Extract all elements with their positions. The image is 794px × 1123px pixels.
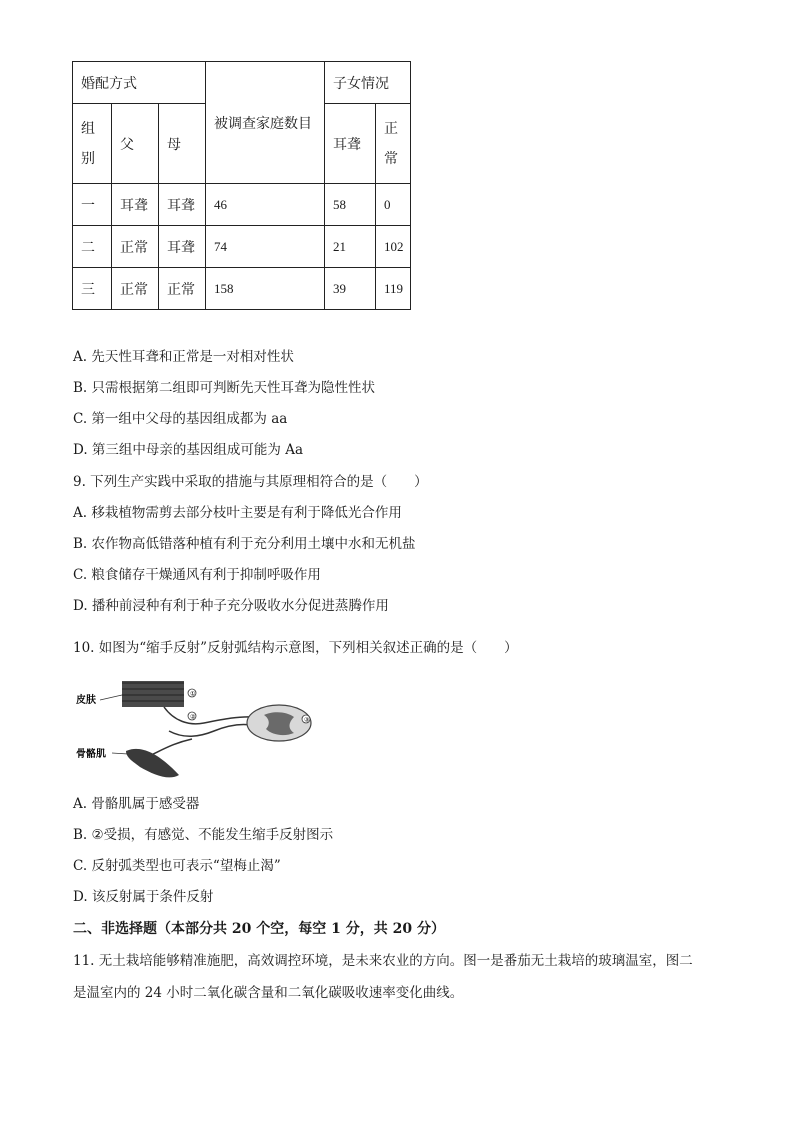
q8-option-c: C. 第一组中父母的基因组成都为 aa xyxy=(73,411,288,427)
survey-table xyxy=(72,61,411,310)
cell-deaf: 21 xyxy=(325,226,376,268)
cell-group: 二 xyxy=(73,226,112,268)
normal-header-char: 常 xyxy=(384,150,398,167)
skin-block xyxy=(122,681,184,707)
cell-mother: 正常 xyxy=(159,268,206,310)
cell-group: 三 xyxy=(73,268,112,310)
q8-option-a: A. 先天性耳聋和正常是一对相对性状 xyxy=(73,349,294,365)
q8-option-b: B. 只需根据第二组即可判断先天性耳聋为隐性性状 xyxy=(73,380,376,396)
q10-stem: 10. 如图为“缩手反射”反射弧结构示意图，下列相关叙述正确的是（ ） xyxy=(73,640,518,656)
cell-group: 一 xyxy=(73,184,112,226)
table-row xyxy=(73,226,411,268)
mother-header: 母 xyxy=(159,104,206,184)
section-2-title: 二、非选择题（本部分共 20 个空，每空 1 分，共 20 分） xyxy=(73,921,445,937)
q9-option-a: A. 移栽植物需剪去部分枝叶主要是有利于降低光合作用 xyxy=(73,505,402,521)
cell-mother: 耳聋 xyxy=(159,226,206,268)
group-header-char: 别 xyxy=(81,150,95,167)
mark-1: ① xyxy=(190,690,196,698)
table-row xyxy=(73,184,411,226)
cell-mother: 耳聋 xyxy=(159,184,206,226)
q11-line-2: 是温室内的 24 小时二氧化碳含量和二氧化碳吸收速率变化曲线。 xyxy=(73,985,464,1001)
father-header: 父 xyxy=(112,104,159,184)
skin-label: 皮肤 xyxy=(76,695,96,706)
q10-option-c: C. 反射弧类型也可表示“望梅止渴” xyxy=(73,858,281,874)
q9-option-b: B. 农作物高低错落种植有利于充分利用土壤中水和无机盐 xyxy=(73,536,416,552)
cell-deaf: 39 xyxy=(325,268,376,310)
group-header-char: 组 xyxy=(81,120,95,137)
q10-option-b: B. ②受损，有感觉、不能发生缩手反射图示 xyxy=(73,827,334,843)
surveyed-families-header: 被调查家庭数目 xyxy=(206,62,325,184)
group-header xyxy=(73,104,112,184)
q11-line-1: 11. 无土栽培能够精准施肥，高效调控环境，是未来农业的方向。图一是番茄无土栽培的玻璃温室，图二 xyxy=(73,953,693,969)
normal-header-char: 正 xyxy=(384,120,398,137)
cell-father: 正常 xyxy=(112,268,159,310)
cell-families: 158 xyxy=(206,268,325,310)
reflex-arc-figure xyxy=(74,671,324,789)
cell-father: 正常 xyxy=(112,226,159,268)
q9-stem: 9. 下列生产实践中采取的措施与其原理相符合的是（ ） xyxy=(73,474,428,490)
cell-normal: 0 xyxy=(376,184,411,226)
cell-deaf: 58 xyxy=(325,184,376,226)
cell-families: 74 xyxy=(206,226,325,268)
q10-option-a: A. 骨骼肌属于感受器 xyxy=(73,796,200,812)
mark-2: ② xyxy=(190,713,196,721)
q9-option-d: D. 播种前浸种有利于种子充分吸收水分促进蒸腾作用 xyxy=(73,598,389,614)
cell-father: 耳聋 xyxy=(112,184,159,226)
normal-header xyxy=(376,104,411,184)
mark-3: ③ xyxy=(304,716,310,724)
children-header: 子女情况 xyxy=(325,62,411,104)
q9-option-c: C. 粮食储存干燥通风有利于抑制呼吸作用 xyxy=(73,567,321,583)
table-row xyxy=(73,268,411,310)
q10-option-d: D. 该反射属于条件反射 xyxy=(73,889,214,905)
deaf-header: 耳聋 xyxy=(325,104,376,184)
muscle-label: 骨骼肌 xyxy=(76,749,106,760)
cell-normal: 102 xyxy=(376,226,411,268)
mating-method-header: 婚配方式 xyxy=(73,62,206,104)
q8-option-d: D. 第三组中母亲的基因组成可能为 Aa xyxy=(73,442,304,458)
cell-families: 46 xyxy=(206,184,325,226)
muscle-shape xyxy=(126,749,179,778)
cell-normal: 119 xyxy=(376,268,411,310)
